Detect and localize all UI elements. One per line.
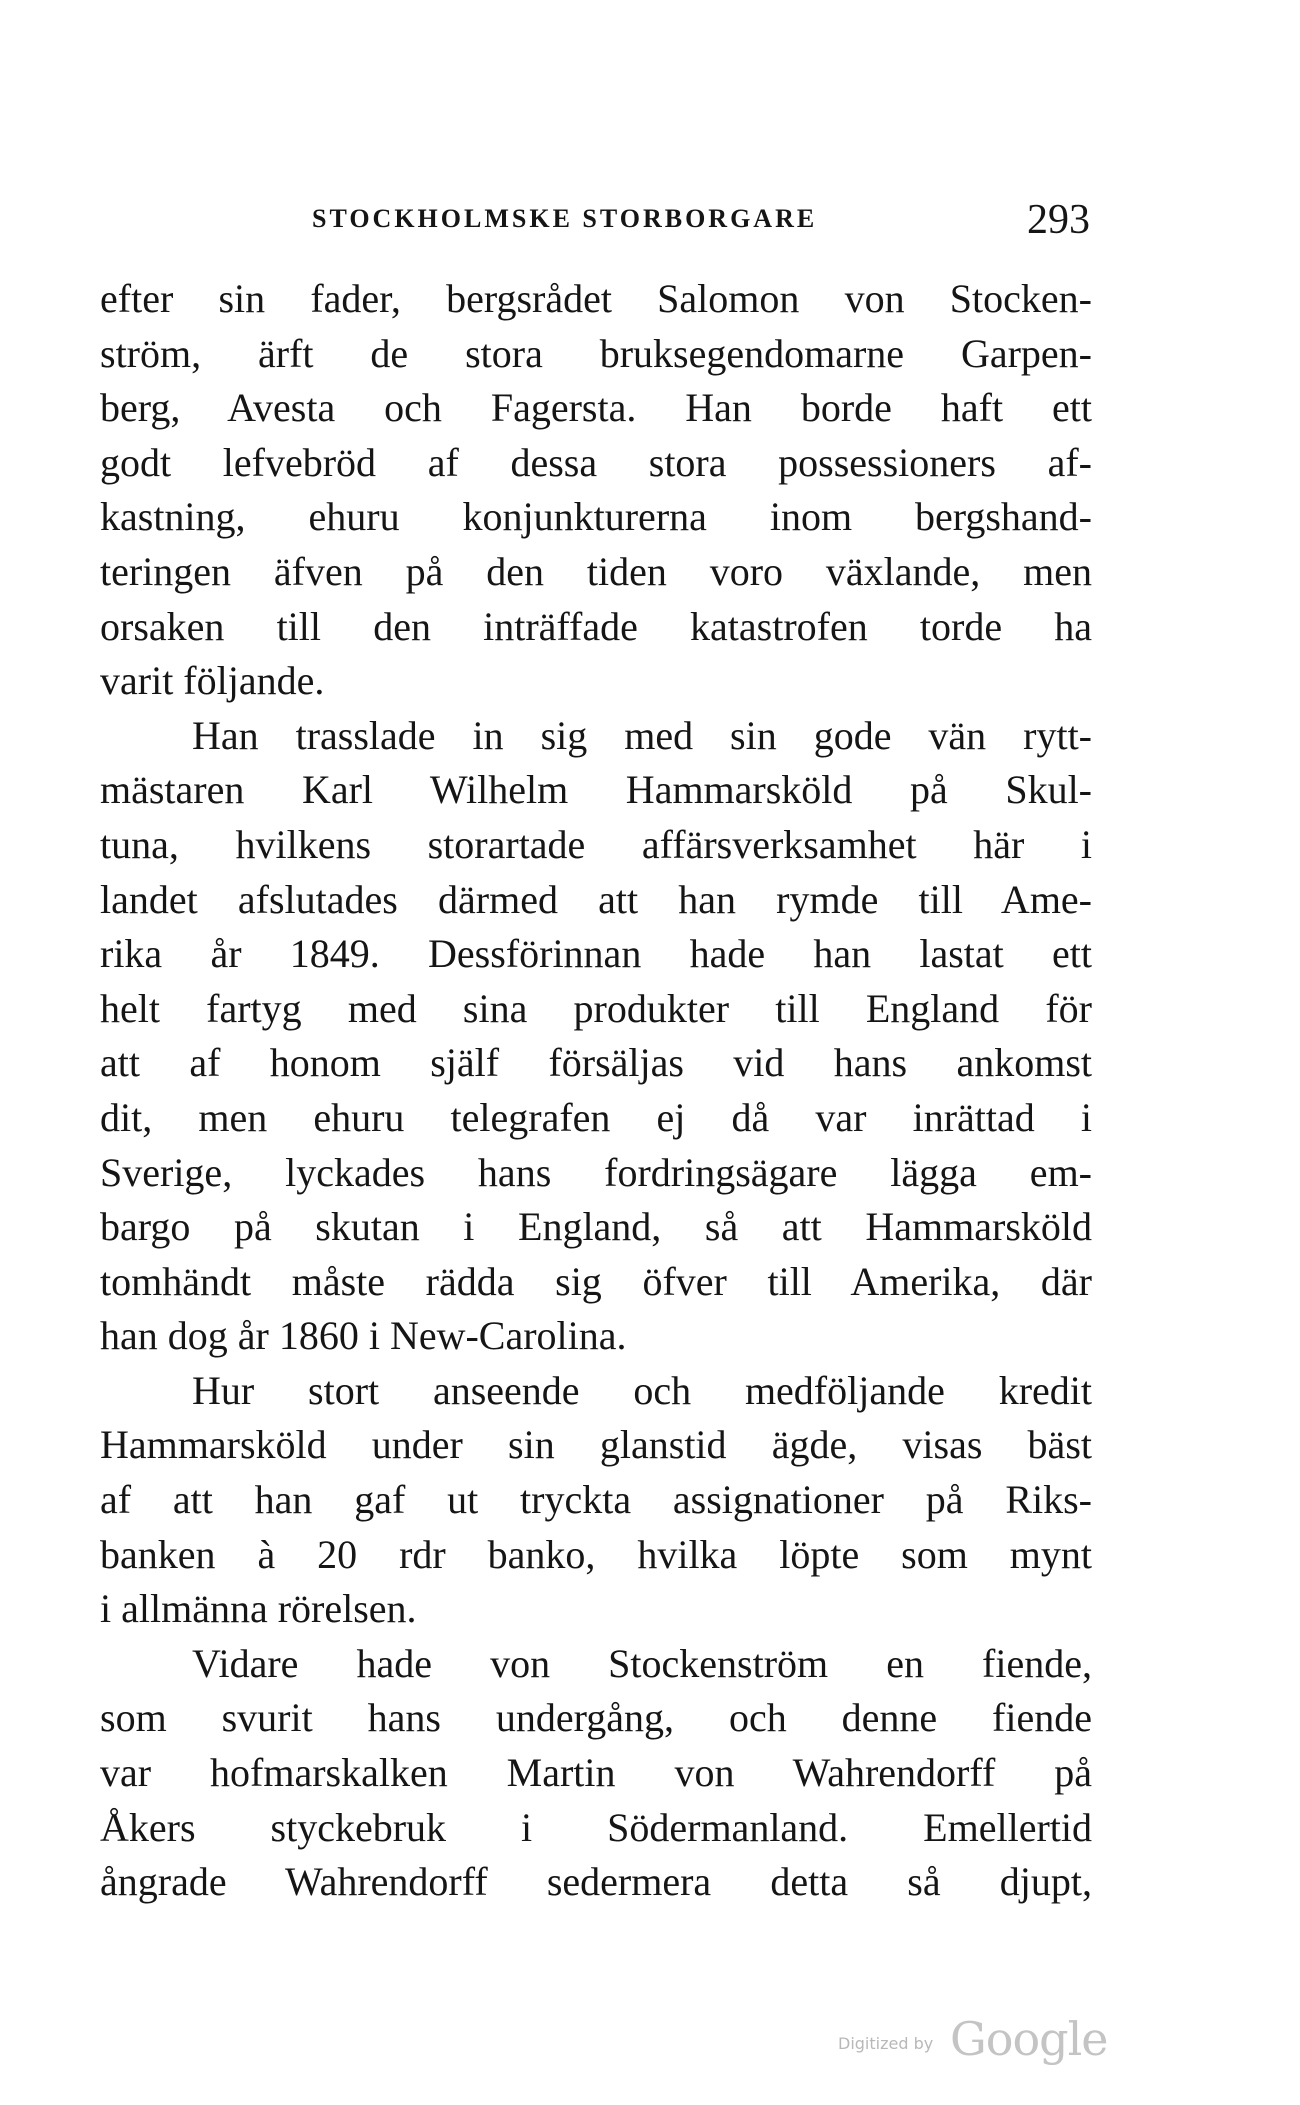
text-line: berg, Avesta och Fagersta. Han borde haft ett [100, 385, 1092, 431]
text-line: som svurit hans undergång, och denne fiende [100, 1695, 1092, 1741]
paragraph-start-line: Han trasslade in sig med sin gode vän rytt- [192, 712, 1092, 758]
text-line: godt lefvebröd af dessa stora possessioners af- [100, 439, 1092, 485]
text-line: mästaren Karl Wilhelm Hammarsköld på Skul- [100, 767, 1092, 813]
watermark-prefix: Digitized by [838, 2034, 934, 2053]
google-logo: Google [950, 2012, 1108, 2066]
text-line: dit, men ehuru telegrafen ej då var inrättad i [100, 1094, 1092, 1140]
text-line: kastning, ehuru konjunkturerna inom bergshand- [100, 494, 1092, 540]
paragraph-end-line: han dog år 1860 i New-Carolina. [100, 1313, 627, 1359]
text-line: rika år 1849. Dessförinnan hade han lastat ett [100, 931, 1092, 977]
text-line: helt fartyg med sina produkter till England för [100, 985, 1092, 1031]
text-line: banken à 20 rdr banko, hvilka löpte som mynt [100, 1531, 1092, 1577]
text-line: landet afslutades därmed att han rymde till Ame- [100, 876, 1092, 922]
paragraph-start-line: Vidare hade von Stockenström en fiende, [192, 1640, 1092, 1686]
text-line: tuna, hvilkens storartade affärsverksamhet här i [100, 821, 1092, 867]
text-line: efter sin fader, bergsrådet Salomon von Stocken- [100, 276, 1092, 321]
digitized-watermark [838, 2012, 1108, 2072]
text-line: ångrade Wahrendorff sedermera detta så djupt, [100, 1859, 1092, 1905]
text-line: Sverige, lyckades hans fordringsägare lägga em- [100, 1149, 1092, 1195]
body-text [100, 272, 1092, 1910]
paragraph-end-line: varit följande. [100, 658, 325, 704]
text-line: ström, ärft de stora bruksegendomarne Garpen- [100, 330, 1092, 376]
text-line: var hofmarskalken Martin von Wahrendorff på [100, 1750, 1092, 1796]
text-line: orsaken till den inträffade katastrofen torde ha [100, 603, 1092, 649]
text-line: Hammarsköld under sin glanstid ägde, visas bäst [100, 1422, 1092, 1468]
running-title: STOCKHOLMSKE STORBORGARE [312, 204, 818, 233]
running-head [100, 196, 1090, 256]
paragraph-start-line: Hur stort anseende och medföljande kredit [192, 1367, 1092, 1413]
text-line: Åkers styckebruk i Södermanland. Emellertid [100, 1804, 1092, 1850]
text-line: tomhändt måste rädda sig öfver till Amerika, där [100, 1258, 1092, 1304]
text-line: af att han gaf ut tryckta assignationer på Riks- [100, 1477, 1092, 1523]
text-line: att af honom själf försäljas vid hans ankomst [100, 1040, 1092, 1086]
paragraph-end-line: i allmänna rörelsen. [100, 1586, 417, 1632]
text-line: bargo på skutan i England, så att Hammarsköld [100, 1204, 1092, 1250]
page-number: 293 [1027, 197, 1090, 243]
text-line: teringen äfven på den tiden voro växlande, men [100, 548, 1092, 594]
